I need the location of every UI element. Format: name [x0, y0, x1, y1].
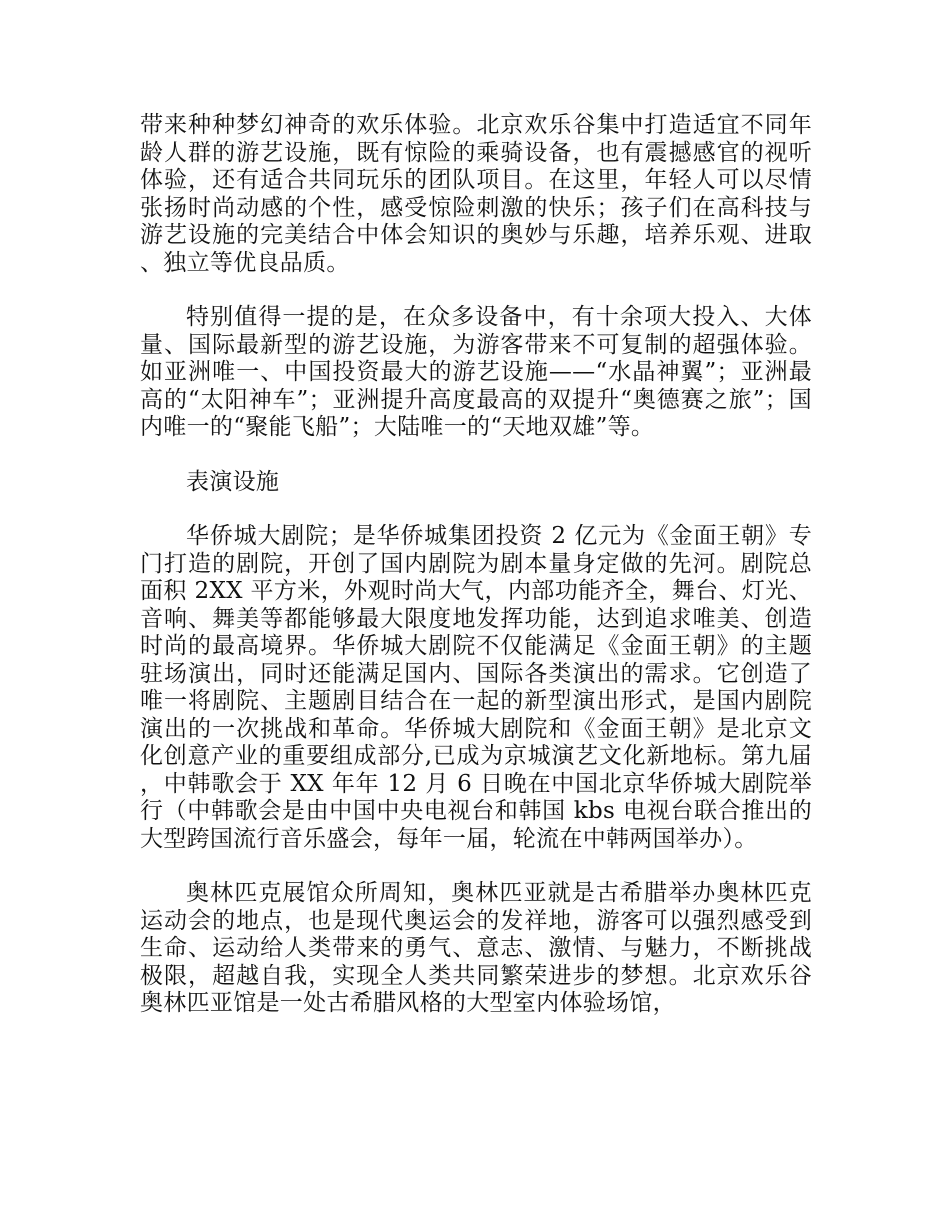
paragraph-continuation: 带来种种梦幻神奇的欢乐体验。北京欢乐谷集中打造适宜不同年龄人群的游艺设施，既有惊险的乘骑设备，也有震撼感官的视听体验，还有适合共同玩乐的团队项目。在这里，年轻人可以尽情张扬时尚动感的个性，感受惊险刺激的快乐；孩子们在高科技与游艺设施的完美结合中体会知识的奥妙与乐趣，培养乐观、进取、独立等优良品质。	[140, 112, 812, 276]
paragraph-highlight-rides: 特别值得一提的是，在众多设备中，有十余项大投入、大体量、国际最新型的游艺设施，为游客带来不可复制的超强体验。如亚洲唯一、中国投资最大的游艺设施——“水晶神翼”；亚洲最高的“太阳神车”；亚洲提升高度最高的双提升“奥德赛之旅”；国内唯一的“聚能飞船”；大陆唯一的“天地双雄”等。	[140, 304, 812, 440]
paragraph-olympic-hall: 奥林匹克展馆众所周知，奥林匹亚就是古希腊举办奥林匹克运动会的地点，也是现代奥运会的发祥地，游客可以强烈感受到生命、运动给人类带来的勇气、意志、激情、与魅力，不断挑战极限，超越自我，实现全人类共同繁荣进步的梦想。北京欢乐谷奥林匹亚馆是一处古希腊风格的大型室内体验场馆，	[140, 880, 812, 1016]
paragraph-grand-theater: 华侨城大剧院；是华侨城集团投资 2 亿元为《金面王朝》专门打造的剧院，开创了国内剧院为剧本量身定做的先河。剧院总面积 2XX 平方米，外观时尚大气，内部功能齐全，舞台、灯光、音响、舞美等都能够最大限度地发挥功能，达到追求唯美、创造时尚的最高境界。华侨城大剧院不仅能满足《金面王朝》的主题驻场演出，同时还能满足国内、国际各类演出的需求。它创造了唯一将剧院、主题剧目结合在一起的新型演出形式，是国内剧院演出的一次挑战和革命。华侨城大剧院和《金面王朝》是北京文化创意产业的重要组成部分,已成为京城演艺文化新地标。第九届，中韩歌会于 XX 年年 12 月 6 日晚在中国北京华侨城大剧院举行（中韩歌会是由中国中央电视台和韩国 kbs 电视台联合推出的大型跨国流行音乐盛会，每年一届，轮流在中韩两国举办）。	[140, 523, 812, 852]
section-heading-performance: 表演设施	[186, 468, 280, 495]
document-body	[140, 112, 812, 1045]
